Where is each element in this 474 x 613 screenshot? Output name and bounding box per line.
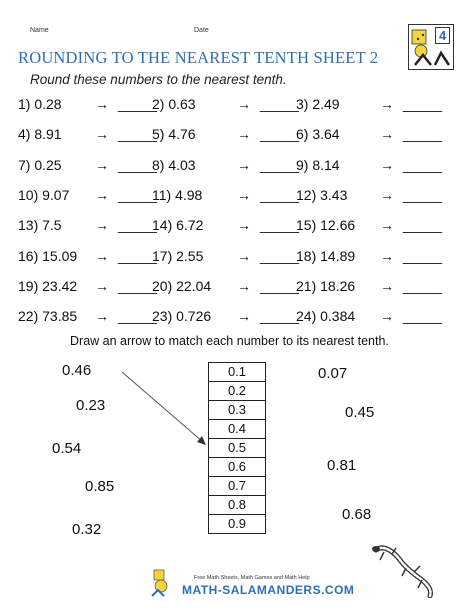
right-arrow-icon: → <box>237 217 251 233</box>
right-arrow-icon: → <box>95 278 109 294</box>
tenth-cell: 0.1 <box>209 363 265 382</box>
question-label: 23) 0.726 <box>152 308 212 324</box>
right-arrow-icon: → <box>237 278 251 294</box>
answer-blank[interactable]: _____ <box>403 187 442 203</box>
tenth-cell: 0.9 <box>227 516 247 531</box>
question-label: 12) 3.43 <box>296 187 348 203</box>
question-label: 11) 4.98 <box>152 187 203 203</box>
answer-blank[interactable]: _____ <box>118 248 157 264</box>
right-number: 0.07 <box>318 365 348 382</box>
question-label: 1) 0.28 <box>18 96 62 112</box>
right-arrow-icon: → <box>380 157 394 173</box>
question-label: 20) 22.04 <box>152 278 212 294</box>
right-number: 0.81 <box>327 457 357 474</box>
page-title: ROUNDING TO THE NEAREST TENTH SHEET 2 <box>18 48 379 67</box>
tenth-cell: 0.8 <box>209 496 265 515</box>
answer-blank[interactable]: _____ <box>260 157 299 173</box>
question-label: 4) 8.91 <box>18 126 62 142</box>
answer-blank[interactable]: _____ <box>118 278 157 294</box>
footer-logo-icon <box>148 568 178 598</box>
question-label: 17) 2.55 <box>152 248 204 264</box>
question-label: 15) 12.66 <box>296 217 356 233</box>
right-arrow-icon: → <box>380 217 394 233</box>
tenth-cell: 0.7 <box>209 477 265 496</box>
answer-blank[interactable]: _____ <box>118 126 157 142</box>
right-arrow-icon: → <box>237 308 251 324</box>
salamander-icon <box>370 540 440 598</box>
question-label: 5) 4.76 <box>152 126 196 142</box>
answer-blank[interactable]: _____ <box>403 308 442 324</box>
right-arrow-icon: → <box>237 126 251 142</box>
answer-blank[interactable]: _____ <box>403 217 442 233</box>
question-label: 6) 3.64 <box>296 126 340 142</box>
tenth-cell: 0.4 <box>209 420 265 439</box>
tenth-cell: 0.2 <box>209 382 265 401</box>
right-arrow-icon: → <box>380 278 394 294</box>
page-subtitle: Round these numbers to the nearest tenth. <box>30 72 287 87</box>
answer-blank[interactable]: _____ <box>260 96 299 112</box>
question-label: 16) 15.09 <box>18 248 78 264</box>
right-arrow-icon: → <box>380 96 394 112</box>
left-number: 0.32 <box>72 521 102 538</box>
answer-blank[interactable]: _____ <box>118 187 157 203</box>
question-label: 14) 6.72 <box>152 217 204 233</box>
right-arrow-icon: → <box>237 157 251 173</box>
question-label: 7) 0.25 <box>18 157 62 173</box>
right-arrow-icon: → <box>380 187 394 203</box>
answer-blank[interactable]: _____ <box>118 217 157 233</box>
right-arrow-icon: → <box>95 187 109 203</box>
right-arrow-icon: → <box>95 308 109 324</box>
right-number: 0.68 <box>342 506 372 523</box>
question-label: 19) 23.42 <box>18 278 78 294</box>
tenth-cell: 0.5 <box>209 439 265 458</box>
answer-blank[interactable]: _____ <box>403 157 442 173</box>
answer-blank[interactable]: _____ <box>260 126 299 142</box>
question-label: 3) 2.49 <box>296 96 340 112</box>
right-arrow-icon: → <box>95 96 109 112</box>
right-arrow-icon: → <box>237 187 251 203</box>
left-number: 0.23 <box>76 397 106 414</box>
answer-blank[interactable]: _____ <box>260 308 299 324</box>
date-label: Date <box>194 27 209 34</box>
footer-tagline: Free Math Sheets, Math Games and Math Help <box>194 575 310 581</box>
match-instruction: Draw an arrow to match each number to its nearest tenth. <box>70 334 389 348</box>
answer-blank[interactable]: _____ <box>118 96 157 112</box>
answer-blank[interactable]: _____ <box>118 308 157 324</box>
question-label: 24) 0.384 <box>296 308 356 324</box>
right-number: 0.45 <box>345 404 375 421</box>
left-number: 0.46 <box>62 362 92 379</box>
answer-blank[interactable]: _____ <box>403 96 442 112</box>
right-arrow-icon: → <box>95 157 109 173</box>
right-arrow-icon: → <box>380 126 394 142</box>
question-label: 8) 4.03 <box>152 157 196 173</box>
right-arrow-icon: → <box>237 248 251 264</box>
answer-blank[interactable]: _____ <box>260 217 299 233</box>
grade-badge: 4 <box>435 27 450 44</box>
right-arrow-icon: → <box>380 308 394 324</box>
right-arrow-icon: → <box>95 217 109 233</box>
right-arrow-icon: → <box>380 248 394 264</box>
question-label: 22) 73.85 <box>18 308 78 324</box>
left-number: 0.85 <box>85 478 115 495</box>
question-label: 9) 8.14 <box>296 157 340 173</box>
name-label: Name <box>30 27 49 34</box>
question-label: 13) 7.5 <box>18 217 62 233</box>
answer-blank[interactable]: _____ <box>260 248 299 264</box>
answer-blank[interactable]: _____ <box>118 157 157 173</box>
answer-blank[interactable]: _____ <box>260 187 299 203</box>
right-arrow-icon: → <box>237 96 251 112</box>
answer-blank[interactable]: _____ <box>260 278 299 294</box>
question-label: 2) 0.63 <box>152 96 196 112</box>
tenth-cell: 0.6 <box>209 458 265 477</box>
question-label: 21) 18.26 <box>296 278 356 294</box>
right-arrow-icon: → <box>95 248 109 264</box>
question-label: 18) 14.89 <box>296 248 356 264</box>
footer-brand: MATH-SALAMANDERS.COM <box>182 583 355 597</box>
tenth-cell: 0.3 <box>209 401 265 420</box>
answer-blank[interactable]: _____ <box>403 248 442 264</box>
left-number: 0.54 <box>52 440 82 457</box>
answer-blank[interactable]: _____ <box>403 126 442 142</box>
question-label: 10) 9.07 <box>18 187 70 203</box>
answer-blank[interactable]: _____ <box>403 278 442 294</box>
right-arrow-icon: → <box>95 126 109 142</box>
